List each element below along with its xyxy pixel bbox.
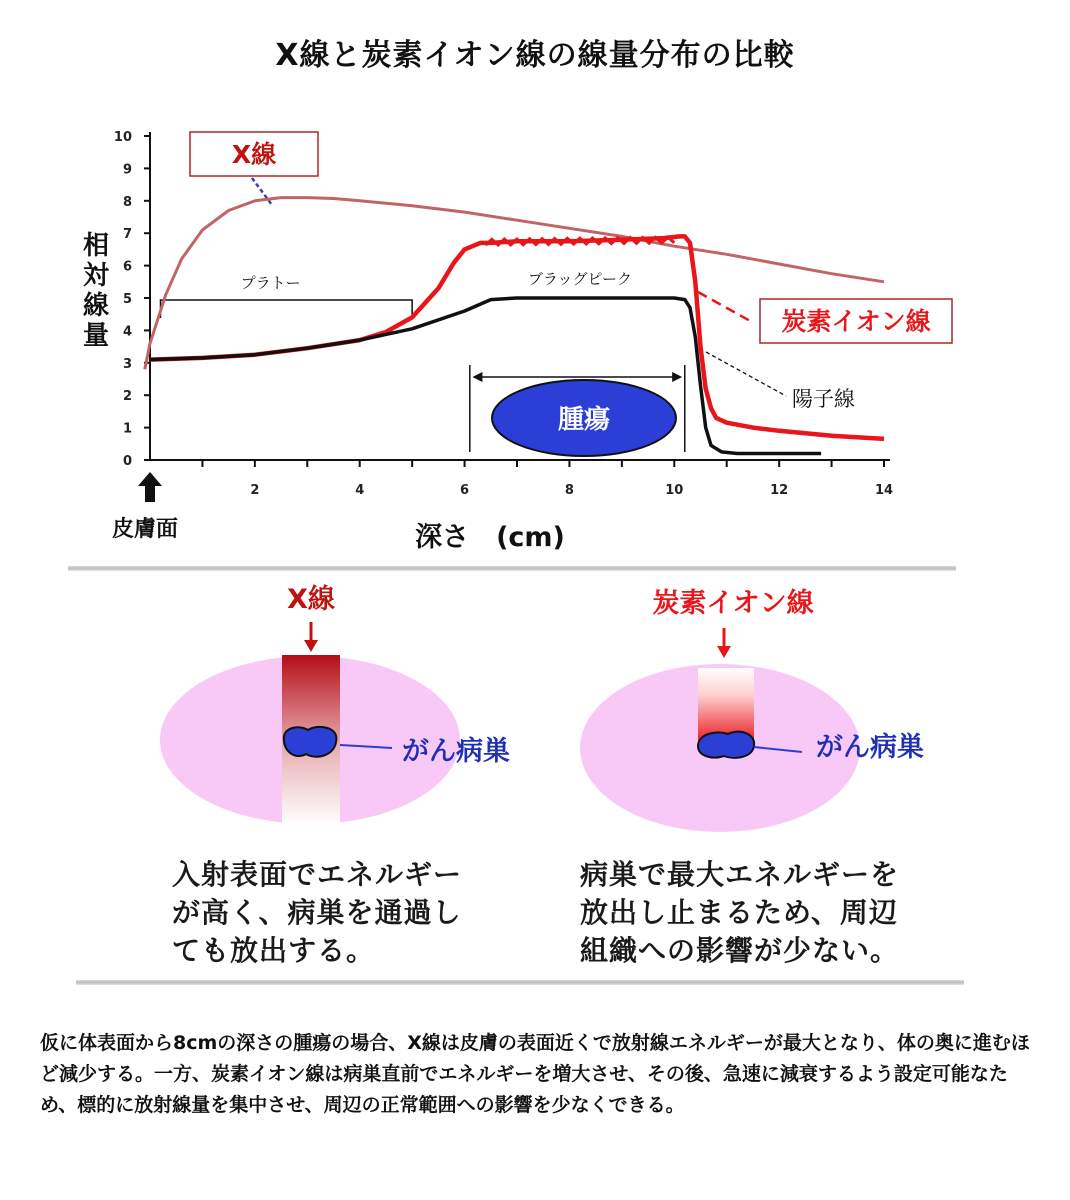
page-title: X線と炭素イオン線の線量分布の比較 [275, 38, 795, 73]
dose-distribution-chart [0, 110, 1070, 560]
bragg-peak-label: ブラッグピーク [527, 270, 632, 288]
y-tick-label: 8 [122, 194, 132, 210]
series-line-proton [150, 298, 821, 454]
x-tick-label: 2 [250, 483, 260, 498]
proton-label: 陽子線 [792, 387, 855, 411]
y-tick-label: 0 [122, 454, 132, 469]
lesion-left [284, 727, 337, 757]
caption-left-line: ても放出する。 [172, 934, 376, 967]
y-tick-label: 6 [122, 259, 132, 275]
x-tick-label: 4 [355, 483, 365, 498]
plateau-bracket [160, 300, 412, 318]
x-tick-label: 6 [460, 483, 470, 498]
section-divider [76, 980, 964, 985]
y-tick-label: 4 [122, 324, 132, 340]
lesion-label-left: がん病巣 [402, 736, 510, 767]
caption-right-line: 放出し止まるため、周辺 [580, 896, 898, 929]
y-axis-label-char: 対 [82, 261, 110, 291]
beam-diagrams [0, 580, 1070, 840]
x-tick-label: 14 [874, 483, 894, 498]
arrowhead-left [472, 372, 482, 382]
caption-right [580, 856, 940, 970]
y-tick-label: 9 [122, 162, 132, 178]
y-tick-label: 5 [122, 292, 132, 307]
lesion-right [698, 732, 754, 758]
x-tick-label: 12 [770, 483, 789, 498]
y-axis-label-char: 相 [82, 231, 110, 261]
tumor-label: 腫瘍 [557, 405, 611, 435]
y-tick-label: 2 [122, 389, 132, 405]
section-divider [68, 566, 956, 571]
y-tick-label: 10 [113, 130, 132, 145]
caption-left-line: が高く、病巣を通過し [172, 896, 462, 929]
caption-right-line: 組織への影響が少ない。 [580, 934, 900, 967]
carbon-ion-label: 炭素イオン線 [781, 307, 931, 336]
y-tick-label: 7 [122, 227, 132, 243]
y-tick-label: 3 [122, 356, 132, 372]
skin-arrow-shaft [145, 484, 155, 502]
chart-labels [82, 140, 931, 553]
lesion-label-right: がん病巣 [816, 732, 924, 763]
y-tick-label: 1 [122, 421, 132, 437]
caption-right-line: 病巣で最大エネルギーを [580, 858, 900, 891]
arrowhead-right [672, 372, 682, 382]
caption-left-line: 入射表面でエネルギー [172, 858, 463, 891]
x-ray-label: X線 [231, 140, 277, 169]
x-tick-label: 10 [665, 483, 684, 498]
explanation-note: 仮に体表面から8cmの深さの腫瘍の場合、X線は皮膚の表面近くで放射線エネルギーが最大となり、体の奥に進むほど減少する。一方、炭素イオン線は病巣直前でエネルギーを増大させ、その後、急速に減衰するよう設定可能なため、標的に放射線量を集中させ、周辺の正常範囲への影響を少なくできる。 [40, 1032, 1030, 1116]
x-axis-label: 深さ (cm) [415, 522, 565, 553]
y-axis-label-char: 線 [82, 291, 110, 321]
skin-arrow-head [138, 472, 162, 486]
diagram-title-right: 炭素イオン線 [652, 588, 814, 619]
carbon-ion-leader [698, 292, 752, 322]
y-axis-label-char: 量 [82, 321, 110, 351]
diagram-title-left: X線 [287, 584, 335, 615]
proton-leader [706, 352, 786, 396]
skin-surface-label: 皮膚面 [111, 517, 179, 542]
plateau-label: プラトー [240, 274, 301, 292]
caption-left [172, 856, 502, 970]
x-tick-label: 8 [564, 483, 574, 498]
